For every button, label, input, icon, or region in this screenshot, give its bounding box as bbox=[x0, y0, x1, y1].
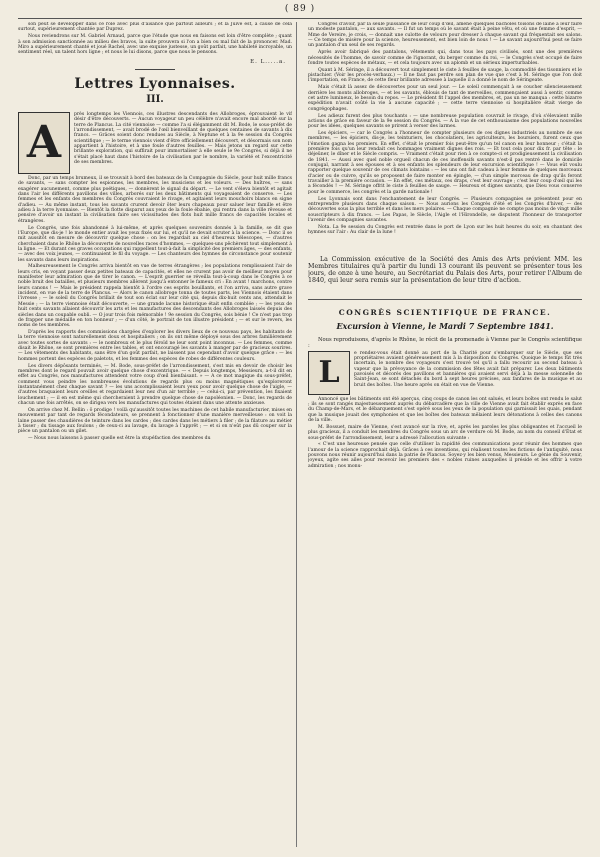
divider bbox=[135, 69, 175, 70]
intro-paragraph: Nous reviendrons sur M. Gabriel Arnaud, parce que l'étude que nous en faisons est loin d'être complète ; quant à son admission sanctionnée au milieu des bravos, la suite prouvera si l'on a bien ou mal fait de la prononcer. Mad. Miro a supérieurement chanté et joué Rachel, avec une exquise justesse, un goût parfait, une habileté incroyable, un sentiment réel, un talent hors ligne ; et nous le lui disons, parce que nous le pensons. bbox=[18, 34, 292, 56]
page-number: ( 89 ) bbox=[284, 4, 316, 14]
article-body bbox=[18, 112, 292, 442]
right-column bbox=[308, 22, 582, 847]
article-paragraph: Nota. La 9e session du Congrès est rentrée dans le port de Lyon sur les huit heures du soir, en chantant des hymnes sur l'air : Au clair de la lune ! bbox=[308, 224, 582, 236]
left-column bbox=[18, 22, 292, 847]
column-divider bbox=[296, 22, 297, 847]
article-paragraph: Les épiciers, — car le Congrès a l'honneur de compter plusieurs de ces dignes industriels au nombre de ses membres, — les épiciers, dis-je, les teinturiers, les chocolatiers, les agriculteurs, les boursiers, furent ceux que l'émotion gagna les premiers. En effet, c'était le premier fois peut-être qu'un tel canon en leur honneur ; c'était la première fois qu'un leur rendait ces hommages vraiment dignes des rois. — Et tout cela pour dix fr. par tête : le déjeûner, le dîner et le Siècle compris. — Vraiment c'était pour rien à ce compte-ci et prodigieusement la civilisation de 1841. — Aussi avec quel noble orgueil chacun de ces inoffensifs savants n'est-il pas rentré dans le domicile conjugal, narrant à ses épouses et à ses enfants les splendeurs de leur excursion scientifique ! — Vous eût voulu rapporter quelque souvenir de ces climats lointains : — les uns ont fait cadeau à leur femme de quelques morceaux d'acier ou de cuivre, qu'ils se proposent de faire monter en épingle, — d'un simple morceau de drap qu'ils feront travailler à la première occasion. — En effet, ces métaux, ces draps, c'est leur ouvrage ; c'est leur coup d'œil qui les a fécondés ! — M. Séringe offrit le ciste à feuilles de sauge. — Heureux et dignes savants, que Dieu vous conserve pour le commerce, les congrès et la garde nationale ! bbox=[308, 131, 582, 195]
article-paragraph: près longtemps les Viennois, ces illustres descendants des Allobroges, éprouvaient le vif désir d'être découverts. — Aucun voyageur un peu célèbre n'avait encore mal abordé sur la terre de Plancus. La cité viennoise — comme l'a si élégamment dit M. Bode, le sous-préfet de l'arrondissement, — avait brodé de l'œil bienveillant de quelques centaines de savants à dix francs. — Grâces soient donc rendues au Siècle, à Neptune et à la 9e session du Congrès scientifique ; — le terme viennois vient d'être officiellement découvert, et désormais son nom appartient à l'histoire, et à une foule d'autres feuilles. — Mais jetons un regard sur cette brillante exploration, qui suffirait pour immortaliser à elle seule le 9e Congrès, si déjà il ne s'était placé haut dans l'histoire de la civilisation par le nombre, la variété et l'excentricité de ses membres. bbox=[74, 111, 292, 165]
signature: E. L.....a. bbox=[250, 58, 286, 65]
article-paragraph: Les divers dépôsants terminés, — M. Bode, sous-préfet de l'arrondissement, s'est mis en devoir de choisir les membres dont le regard pouvait avoir quelque chose d'excentrique. — « Depuis longtemps, Messieurs, a-t-il dit en effet au Congrès, nos manufactures attendent votre coup d'œil bienfaisant. » — A ce mot magique du sous-préfet, comment vous peindre les nombreuses évolutions de regards plus ou moins magnétiques qu'exploreront instantanément chez chaque savant ? — les uns accomplissaient leurs yeux pour avoir quelque chose de l'aigle, — d'autres braquaient leurs oreilles et regardaient leur nez d'un air terrible ; — celui-ci, par prévention, les fixaient louchement ; — il en est même qui chercheraient à prendre quelque chose de napoléonien. — Donc, les regards de chacun une fois arrêtés, on se dirigea vers les manufactures qui toutes étaient dans une attente anxieuse. bbox=[18, 363, 292, 406]
article-paragraph: e rendez-vous était donné au port de la Charité pour s'embarquer sur le Siècle, que ses propriétaires avaient généreusement mis à la disposition du Congrès. Quoique le temps fût très incertain, le nombre des voyageurs s'est trouvé tel qu'il a fallu recourir au second bateau à vapeur que la prévoyance de la commission des fêtes avait fait préparer. Les deux bâtiments pavoisés et décorés des pavillons et bannières qui avaient servi déjà à la messe solennelle de Saint-Jean, se sont détachés du bord à sept heures précises, aux fanfares de la musique et au bruit des boîtes. Une heure après on était en vue de Vienne. bbox=[354, 350, 582, 388]
article-paragraph: Congrès d'avoir, par la seule puissance de leur coup d'œil, amené quelques bâcholes toisons de laine à leur faire un modeste pantalon, — aux savants. — Il fut un temps où le savant était à peine vêtu, et où une femme d'esprit, — Mme de Vereire, je crois, — donnait une culotte de velours pour dresser à chaque savant qui fréquentait ses salons. — Ce temps de misère pour la science, heureusement, est bien loin de nous ! — Le savant aujourd'hui peut se faire un pantalon d'un seul de ses regards. bbox=[308, 22, 582, 49]
article-paragraph: Les adieux furent des plus touchants : — une nombreuse population couvrait le rivage, d'où s'élevaient mille actions de grâce en faveur de la 9e session du Congrès. — A la vue de cet enthousiasme des populations nouvelles pour les idées, quelques savants se prirent à verser des larmes. bbox=[308, 113, 582, 130]
dropcap-letter: A bbox=[18, 112, 70, 174]
society-notice bbox=[308, 256, 582, 285]
article-paragraph: Mais c'était là assez de découvertes pour un seul jour. — Le soleil commençait à se coucher silencieusement derrière les monts allobroges, — et les savants, éblouis de tant de merveilles, commençaient aussi à sentir, comme cet astre lumineux, le besoin du repos. — Le président fit l'appel des membres, et, pas un ne manqua : cette bizarre expédition n'avait coûté la vie à aucune capacité ; — cette terre viennoise si hospitalière était vierge de congrégophages. bbox=[308, 85, 582, 112]
article-paragraph: Annoncé que les bâtiments ont été aperçus, cinq coups de canon les ont salués, et leurs boîtes ont rendu le salut ; ils se sont rangés majestueusement auprès du débarcadère que la ville de Vienne avait fait établir exprès en face du Champ-de-Mars, et le débarquement s'est opéré sous les yeux de la population qui garnissait les quais, pendant que la musique jouait des symphonies et que les boîtes des bateaux mêlaient leurs détonations à celles des canons de la ville. bbox=[308, 396, 582, 424]
article-paragraph: M. Bossuet, maire de Vienne, s'est avancé sur la rive, et, après les paroles les plus obligeantes et l'accueil le plus gracieux, il a conduit les membres du Congrès sous un arc de verdure où M. Bode, au nom du conseil d'État et sous-préfet de l'arrondissement, leur a adressé l'allocution suivante : bbox=[308, 424, 582, 441]
article-paragraph: Après avoir fabriqué des pantalons, vêtements qui, dans tous les pays civilisés, sont une des premières nécessités de l'homme, de savoir comme de l'ignorant, du berger comme du roi, — le Congrès s'est occupé de faire fondre toutes espèces de métaux, — et cela toujours avec un aplomb et un sérieux imperturbables. bbox=[308, 50, 582, 66]
article-paragraph: Quant à M. Séringe, il a découvert tout simplement le ciste à feuilles de sauge, la commodité des tisonniers et le pistachier. (Voir les procès-verbaux.) — Il ne faut pas perdre son plan de vue que c'est à M. Séringe que l'on doit l'importation, en France, de cette fleur brillante adressée à laquelle il a donné le nom de Séringeate. bbox=[308, 67, 582, 84]
article-paragraph: Les Lyonnais sont dans l'enchantement de leur Congrès. — Plusieurs compagnies se présentent pour en entreprendre plusieurs dans chaque saison. — Nous aurions les Congrès d'été et les Congrès d'hiver, — des découvertes sous la plus terrible et dans les mers polaires. — Chaque compagnie ne compte pas moins de vingt mille souscripteurs à dix francs. — Les Papas, le Siècle, l'Aigle et l'Hirondelle, se disputent l'honneur de transporter l'avenir des compagnies savantes. bbox=[308, 196, 582, 224]
section-title: Lettres Lyonnaises. bbox=[74, 75, 236, 92]
article-paragraph: « C'est une heureuse pensée que celle d'utiliser la rapidité des communications pour réunir des hommes que l'amour de la science rapprochait déjà. Grâces à ces inventions, qui réalisent toutes les fictions de l'antiquité, nous pouvons nous réunir aujourd'hui dans la patrie de Plancus. Soyez-y les bien venus, Messieurs. Le génie du Souvenir, joyeux, agite ses ailes pour recevoir les premiers des « nobles ruines auxquelles il préside et les offrir à votre admiration ; nos monu- bbox=[308, 442, 582, 469]
article-paragraph: Malheureusement le Congrès arriva bientôt en vue de terres étrangères ; les populations remplissaient l'air de leurs cris, en voyant passer deux petites bateaux de capacités, et elles ne crurent pas avoir de meilleur moyen pour manifester leur admiration que de tirer le canon. — L'esprit guerrier se réveilla tout-à-coup dans le Congrès à ce noble bruit des batailles, et plusieurs membres allèrent jusqu'à entonner le fameux cri : En avant ! marchons, contre leurs canons ! — Mais le président rappela bientôt à l'ordre ces esprits bouillants, et l'on arriva, sans autre grave incident, en vue de la terre de Plancus. — Alors le canon allobroge tonna de toutes parts, les Viennois étaient dans l'ivresse ; — le soleil du Congrès brillait de tout son éclat sur leur cité qui, depuis dix-huit cents ans, attendait le Messie ; — la terre viennoise était découverte, — une grande lacune historique était enfin comblée ; — les yeux de huit cents savants allaient découvrir les arts et les manufactures des descendants des Allobroges laissés depuis des siècles dans un coupable oubli. — O jour trois fois mémorable ! 9e session du Congrès, sois bénie ! Ce n'est pas trop de frapper une médaille en ton honneur ; — d'un côté, le portrait de ton illustre président ; — et sur le revers, les noms de tes membres. bbox=[18, 264, 292, 329]
notice-paragraph: La Commission exécutive de la Société des Amis des Arts prévient MM. les Membres titulaires qu'à partir du lundi 13 courant ils peuvent se présenter tous les jours, de onze à une heure, au Secrétariat du Palais des Arts, pour retirer l'Album de 1840, qui leur sera remis sur la présentation de leur titre d'action. bbox=[308, 255, 582, 285]
article-paragraph: On arrive chez M. Bellin : ô prodige ! voilà qu'aussitôt toutes les machines de cet habile manufacturier, mises en mouvement par tant de regards fécondateurs, se prennent à fonctionner d'une manière merveilleuse : on voit la laine passer des chaudières de teinture dans les cardes ; des cardes dans les métiers à filer ; de la filature au métier à tisser ; du tissage aux foulons ; de ceux-ci au lavage, du lavage à l'apprêt ; — et si on n'eût pas dû couper sur la pièce un pantalon ou un gilet. bbox=[18, 407, 292, 435]
intro-note: Nous reproduisons, d'après le Rhône, le récit de la promenade à Vienne par le Congrès scientifique : bbox=[308, 336, 582, 349]
article-subhead: Excursion à Vienne, le Mardi 7 Septembre 1841. bbox=[336, 320, 554, 331]
dropcap-letter: L bbox=[308, 351, 350, 395]
article-paragraph: Donc, par un temps brumeux, il se trouvait à bord des bateaux de la Compagnie du Siècle, pour huit mille francs de savants, — sans compter les espionnes, les membres, les musiciens et les voleurs. — Des huîtres, — sans exagérer aucunement, comme plus poétiques, — donnèrent le signal du départ. — Le vent s'éleva bientôt et agitait dans l'air les différents pavillons des villes, arborés sur les deux bâtiments qui voyageaient de conserve. — Les femmes et les enfants des membres du Congrès couvraient le rivage, et agitaient leurs mouchoirs blancs en signe d'adieu. — Au même instant, tous les savants crurent devoir ôter leurs chapeaux pour saluer leur famille et être adieu à la terre lyonnaise. — Bientôt la flotte disparut aux yeux de la foule ébahie, qui rentra dans la ville rêveuse et pensive d'avoir un instant la civilisation faire ses vicissitudes des flots huit mille francs de capacités locales et étrangères. bbox=[18, 175, 292, 224]
article-paragraph: Le Congrès, une fois abandonné à lui-même, et après quelques souvenirs donnés à la famille, se dit que l'Europe, que dis-je ! le monde entier avait les yeux fixés sur lui, et qu'il ne devait scruter à la science. — Donc il se mit aussitôt en mesure de découvrir quelque chose : on les regardait au ciel d'heureux télescopes, — d'autres cherchaient dans le Rhône la découverte de nouvelles races d'hommes, — quelques-uns pêchèrent tout simplement à la ligne. — Et durant ces graves occupations qui rappellent tout-à-fait la simplicité des premiers âges, — des enfants, — avec des voix jeunes, — continuaient le fil du voyage. — Les chanteurs des hymnes de circonstance pour soutenir les savants dans leurs inspirations. bbox=[18, 225, 292, 263]
section-title-congres: CONGRÈS SCIENTIFIQUE DE FRANCE. bbox=[308, 299, 582, 317]
section-number: III. bbox=[146, 93, 164, 105]
congres-article bbox=[308, 337, 582, 469]
header-rule bbox=[18, 18, 582, 19]
article-paragraph: D'après les rapports des commissions chargées d'explorer les divers lieux de ce nouveau pays, les habitants de la terre viennoise sont naturellement doux et hospitaliers ; on ils ont même déployé sous des arbres familièrement avec toutes sortes de savants : — le nombreux et le plus féroïd ne leur sont point inconnus. — Les femmes, comme disait le Rhône, se sont premières entre les tables, et ont encouragé les savants à manger par de gracieux sourires. — Les vêtements des habitants, sans être d'un goût parfait, ne laissent pas cependant d'avoir quelque grâce : — les hommes portent des espèces de paletots, et les femmes des espèces de robes de différentes couleurs. bbox=[18, 330, 292, 362]
intro-paragraph: son peut se développer dans ce rôle avec plus d'aisance que partout ailleurs ; et la Juive est, à cause de cela surtout, supérieurement chantée par Duprez. bbox=[18, 22, 292, 33]
article-paragraph: — Nous nous laissons à passer quelle est être la stupéfaction des membres du bbox=[28, 436, 211, 442]
